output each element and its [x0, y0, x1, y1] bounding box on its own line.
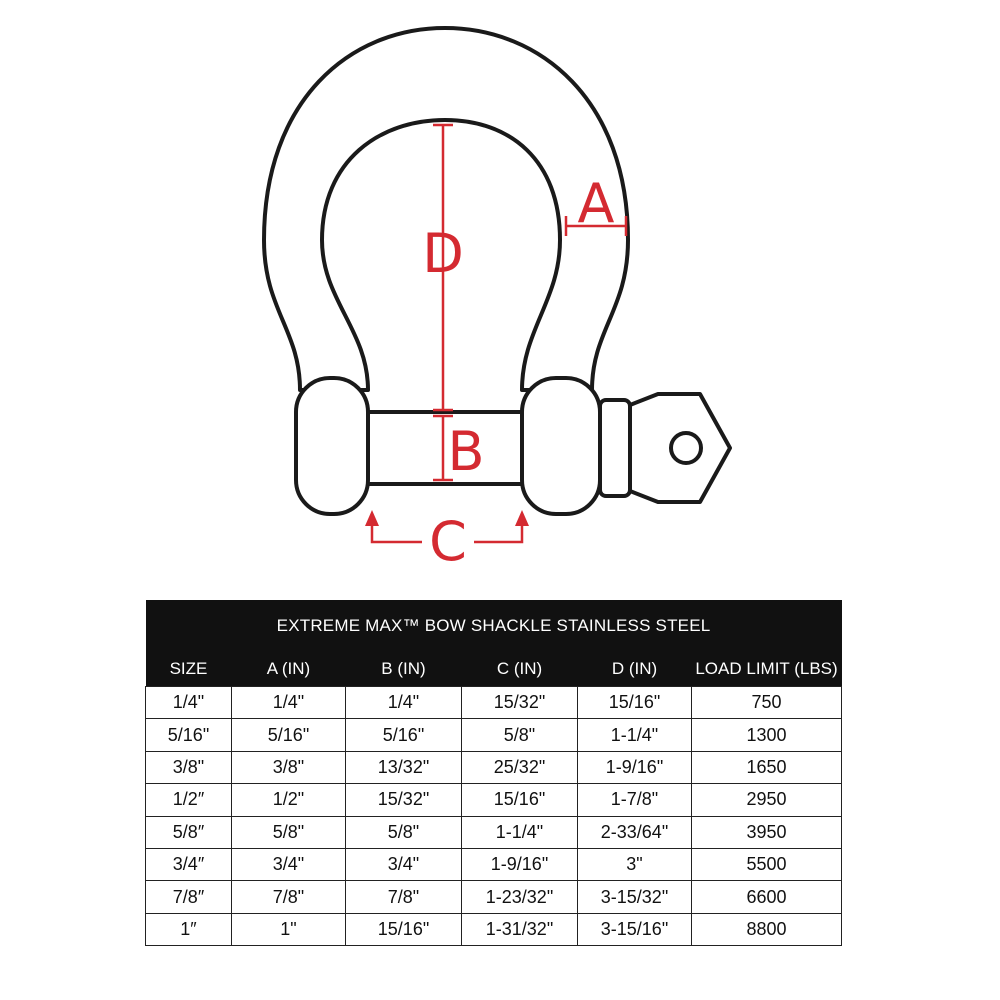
table-cell: 1″: [146, 913, 232, 945]
dimension-b-label: B: [447, 420, 485, 483]
table-cell: 3/4": [232, 848, 346, 880]
table-cell: 15/32": [462, 687, 578, 719]
table-cell: 8800: [692, 913, 842, 945]
table-cell: 2950: [692, 784, 842, 816]
table-cell: 7/8″: [146, 881, 232, 913]
table-header-row: [146, 652, 842, 687]
table-row: [146, 816, 842, 848]
table-cell: 1-1/4": [578, 719, 692, 751]
table-cell: 5/16": [146, 719, 232, 751]
table-cell: 1-31/32": [462, 913, 578, 945]
column-header: LOAD LIMIT (LBS): [692, 652, 842, 687]
table-row: [146, 687, 842, 719]
table-cell: 7/8": [232, 881, 346, 913]
dimension-d-label: D: [422, 222, 464, 285]
table-row: [146, 719, 842, 751]
table-cell: 1": [232, 913, 346, 945]
dimension-c-right-arrow: [515, 510, 529, 526]
table-cell: 15/16": [462, 784, 578, 816]
shackle-left-eye: [296, 378, 368, 514]
shackle-bow: [264, 28, 628, 390]
table-row: [146, 848, 842, 880]
table-body: [146, 687, 842, 946]
dimension-c-right-line: [474, 522, 522, 542]
table-row: [146, 881, 842, 913]
column-header: D (IN): [578, 652, 692, 687]
column-header: A (IN): [232, 652, 346, 687]
column-header: SIZE: [146, 652, 232, 687]
dimension-a-label: A: [577, 172, 615, 235]
table-cell: 1-23/32": [462, 881, 578, 913]
table-title-row: [146, 600, 842, 652]
table-cell: 3-15/16": [578, 913, 692, 945]
table-cell: 3/4": [346, 848, 462, 880]
dimension-c-left-arrow: [365, 510, 379, 526]
pin-collar: [600, 400, 630, 496]
table-cell: 1-9/16": [462, 848, 578, 880]
table-cell: 1/2″: [146, 784, 232, 816]
shackle-right-eye: [522, 378, 600, 514]
table-cell: 25/32": [462, 751, 578, 783]
table-cell: 3/4″: [146, 848, 232, 880]
shackle-pin: [350, 412, 540, 484]
table-row: [146, 913, 842, 945]
table-cell: 1-7/8": [578, 784, 692, 816]
table-cell: 3/8": [146, 751, 232, 783]
table-cell: 5/8": [346, 816, 462, 848]
table-cell: 7/8": [346, 881, 462, 913]
column-header: C (IN): [462, 652, 578, 687]
table-cell: 3950: [692, 816, 842, 848]
table-cell: 1/4": [346, 687, 462, 719]
table-cell: 3-15/32": [578, 881, 692, 913]
table-cell: 3": [578, 848, 692, 880]
table-cell: 3/8": [232, 751, 346, 783]
table-cell: 1-9/16": [578, 751, 692, 783]
table-cell: 15/32": [346, 784, 462, 816]
table-row: [146, 784, 842, 816]
table-cell: 1/2": [232, 784, 346, 816]
table-cell: 1300: [692, 719, 842, 751]
table-cell: 5/8": [232, 816, 346, 848]
table-cell: 5/16": [232, 719, 346, 751]
table-cell: 15/16": [578, 687, 692, 719]
column-header: B (IN): [346, 652, 462, 687]
table-cell: 5500: [692, 848, 842, 880]
table-cell: 1650: [692, 751, 842, 783]
table-cell: 1/4": [146, 687, 232, 719]
pin-tab-hole: [671, 433, 701, 463]
table-row: [146, 751, 842, 783]
table-title: EXTREME MAX™ BOW SHACKLE STAINLESS STEEL: [146, 600, 842, 652]
table-cell: 5/8": [462, 719, 578, 751]
dimension-c-left-line: [372, 522, 422, 542]
table-cell: 5/8″: [146, 816, 232, 848]
table-cell: 6600: [692, 881, 842, 913]
table-cell: 1/4": [232, 687, 346, 719]
table-cell: 15/16": [346, 913, 462, 945]
table-cell: 1-1/4": [462, 816, 578, 848]
spec-table: [145, 600, 842, 946]
table-cell: 750: [692, 687, 842, 719]
dimension-c-label: C: [429, 510, 467, 573]
table-cell: 5/16": [346, 719, 462, 751]
table-cell: 2-33/64": [578, 816, 692, 848]
table-cell: 13/32": [346, 751, 462, 783]
